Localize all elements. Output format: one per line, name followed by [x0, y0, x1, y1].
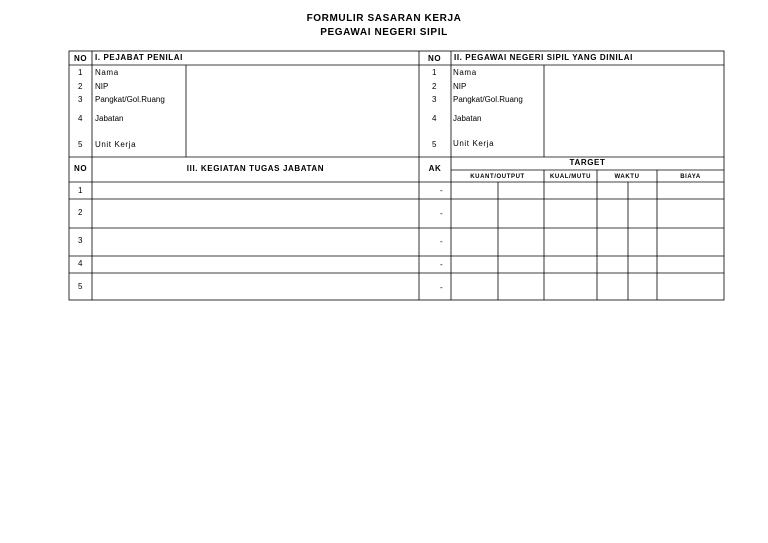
- field-number: 1: [78, 68, 83, 77]
- activity-row-ak: -: [440, 283, 443, 292]
- field-number: 2: [432, 82, 437, 91]
- field-number: 5: [78, 140, 83, 149]
- field-number: 4: [78, 114, 83, 123]
- activity-row-number: 2: [78, 208, 83, 217]
- field-label-nip: NIP: [95, 82, 109, 91]
- activity-row-number: 4: [78, 259, 83, 268]
- no-header-kegiatan: NO: [74, 164, 88, 173]
- field-label-pangkat: Pangkat/Gol.Ruang: [95, 95, 165, 104]
- pegawai-dinilai-header: II. PEGAWAI NEGERI SIPIL YANG DINILAI: [454, 53, 633, 62]
- no-header-right: NO: [428, 54, 442, 63]
- field-label-nama: Nama: [453, 68, 477, 77]
- target-header: TARGET: [569, 158, 606, 167]
- target-col-biaya: BIAYA: [680, 174, 701, 180]
- activity-row-ak: -: [440, 186, 443, 195]
- field-number: 4: [432, 114, 437, 123]
- field-number: 3: [78, 95, 83, 104]
- activity-row-number: 5: [78, 282, 83, 291]
- form-title-line2: PEGAWAI NEGERI SIPIL: [320, 27, 448, 38]
- field-label-nama: Nama: [95, 68, 119, 77]
- field-label-jabatan: Jabatan: [95, 114, 124, 123]
- activity-row-number: 3: [78, 236, 83, 245]
- kegiatan-tugas-header: III. KEGIATAN TUGAS JABATAN: [186, 164, 325, 173]
- field-label-jabatan: Jabatan: [453, 114, 482, 123]
- ak-header: AK: [428, 164, 442, 173]
- field-label-unit-kerja: Unit Kerja: [453, 139, 495, 148]
- form-title-line1: FORMULIR SASARAN KERJA: [306, 13, 462, 24]
- target-col-waktu: WAKTU: [614, 174, 640, 180]
- field-number: 3: [432, 95, 437, 104]
- no-header-left: NO: [74, 54, 88, 63]
- activity-row-ak: -: [440, 260, 443, 269]
- field-number: 1: [432, 68, 437, 77]
- field-label-pangkat: Pangkat/Gol.Ruang: [453, 95, 523, 104]
- activity-row-ak: -: [440, 209, 443, 218]
- field-number: 5: [432, 140, 437, 149]
- activity-row-ak: -: [440, 237, 443, 246]
- field-label-nip: NIP: [453, 82, 467, 91]
- target-col-kual-mutu: KUAL/MUTU: [549, 174, 592, 180]
- activity-row-number: 1: [78, 186, 83, 195]
- pejabat-penilai-header: I. PEJABAT PENILAI: [95, 53, 183, 62]
- field-number: 2: [78, 82, 83, 91]
- field-label-unit-kerja: Unit Kerja: [95, 140, 137, 149]
- target-col-kuant-output: KUANT/OUTPUT: [470, 174, 525, 180]
